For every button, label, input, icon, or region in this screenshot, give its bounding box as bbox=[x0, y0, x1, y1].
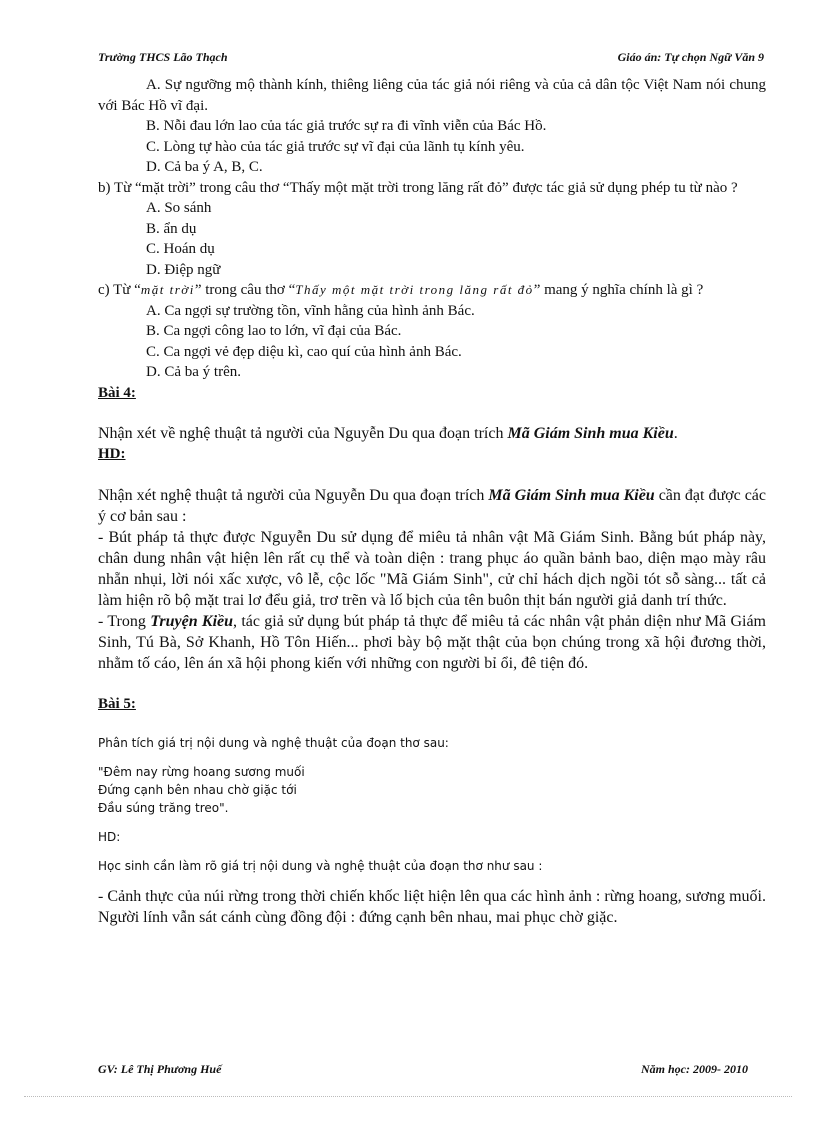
list-item: C. Hoán dụ bbox=[146, 241, 215, 257]
list-item: A. So sánh bbox=[146, 200, 212, 216]
poem-line: Đầu súng trăng treo". bbox=[98, 801, 229, 815]
list-item: B. Ca ngợi công lao to lớn, vĩ đại của Bác. bbox=[146, 323, 402, 339]
list-item: D. Điệp ngữ bbox=[146, 261, 221, 278]
spacer bbox=[98, 714, 766, 734]
bai4-point2-end: , tác giả sử dụng bút pháp tả thực để miêu tả các nhân vật phản diện như Mã Giám Sinh, Tú Bà, Sở Khanh, Hồ Tôn Hiến... phơi bày bộ mặt thật của bọn chúng trong xã hội đương thời, nhằm tố cáo, lên án xã hội phong kiến với những con người bỉ ổi, đê tiện đó. bbox=[98, 612, 766, 672]
bai4-prompt bbox=[98, 423, 766, 444]
list-item: C. Lòng tự hào của tác giả trước sự vĩ đại của lãnh tụ kính yêu. bbox=[146, 138, 525, 155]
header-subject: Giáo án: Tự chọn Ngữ Văn 9 bbox=[617, 50, 764, 64]
spacer bbox=[98, 674, 766, 694]
bai5-title: Bài 5: bbox=[98, 695, 136, 712]
question-c-stem bbox=[98, 280, 766, 301]
qc-line: Thấy một mặt trời trong lăng rất đỏ bbox=[295, 282, 534, 297]
bai4-point2 bbox=[98, 611, 766, 674]
footer-school-year: Năm học: 2009- 2010 bbox=[641, 1062, 748, 1076]
qc-stem-mid: ” trong câu thơ “ bbox=[194, 282, 296, 298]
list-item: B. ẩn dụ bbox=[146, 220, 197, 237]
bai5-point1: - Cảnh thực của núi rừng trong thời chiến khốc liệt hiện lên qua các hình ảnh : rừng hoang, sương muối. Người lính vẫn sát cánh cùng đồng đội : đứng cạnh bên nhau, mai phục chờ giặc. bbox=[98, 888, 766, 926]
page-bottom-divider bbox=[24, 1096, 792, 1097]
spacer bbox=[98, 846, 766, 857]
poem-line: Đứng cạnh bên nhau chờ giặc tới bbox=[98, 783, 297, 797]
list-item: A. Ca ngợi sự trường tồn, vĩnh hằng của hình ảnh Bác. bbox=[146, 302, 475, 319]
bai4-intro-end: cần đạt được các ý cơ bản sau : bbox=[98, 486, 767, 525]
bai4-point1: - Bút pháp tả thực được Nguyễn Du sử dụng để miêu tả nhân vật Mã Giám Sinh. Bằng bút pháp này, chân dung nhân vật hiện lên rất cụ thể và toàn diện : trang phục áo quần bảnh bao, diện mạo mày râu nhẵn nhụi, lời nói xấc xược, vô lễ, cộc lốc "Mã Giám Sinh", cử chỉ hách dịch ngồi tót sỗ sàng... tất cả làm hiện rõ bộ mặt trai lơ đểu giả, trơ trẽn và lố bịch của tên buôn thịt bán người giả danh trí thức. bbox=[98, 528, 766, 609]
list-item: B. Nỗi đau lớn lao của tác giả trước sự ra đi vĩnh viễn của Bác Hồ. bbox=[146, 118, 547, 134]
spacer bbox=[98, 465, 766, 485]
bai4-prompt-end: . bbox=[673, 425, 678, 442]
spacer bbox=[98, 875, 766, 886]
header-school: Trường THCS Lão Thạch bbox=[98, 50, 228, 64]
list-item: D. Cả ba ý trên. bbox=[146, 364, 241, 380]
bai5-prompt: Phân tích giá trị nội dung và nghệ thuật của đoạn thơ sau: bbox=[98, 736, 449, 750]
bai4-point2-start: - Trong bbox=[98, 612, 151, 630]
bai4-point2-work: Truyện Kiều bbox=[150, 612, 234, 630]
option-a-line1 bbox=[98, 75, 766, 116]
bai4-intro-start: Nhận xét nghệ thuật tả người của Nguyễn Du qua đoạn trích bbox=[98, 486, 489, 504]
spacer bbox=[98, 403, 766, 423]
bai4-intro-work: Mã Giám Sinh mua Kiều bbox=[488, 486, 655, 504]
spacer bbox=[98, 752, 766, 763]
list-item: D. Cả ba ý A, B, C. bbox=[146, 159, 263, 175]
bai4-intro bbox=[98, 485, 766, 527]
spacer bbox=[98, 817, 766, 828]
qc-stem-end: ” mang ý nghĩa chính là gì ? bbox=[533, 282, 704, 298]
list-item: C. Ca ngợi vẻ đẹp diệu kì, cao quí của hình ảnh Bác. bbox=[146, 343, 462, 360]
footer-teacher: GV: Lê Thị Phương Huế bbox=[98, 1062, 222, 1076]
document-body bbox=[98, 75, 766, 928]
bai4-hd-title: HD: bbox=[98, 446, 126, 462]
bai4-prompt-start: Nhận xét về nghệ thuật tả người của Nguyễn Du qua đoạn trích bbox=[98, 425, 508, 442]
bai5-instruction: Học sinh cần làm rõ giá trị nội dung và nghệ thuật của đoạn thơ như sau : bbox=[98, 859, 543, 873]
question-b-stem: b) Từ “mặt trời” trong câu thơ “Thấy một mặt trời trong lăng rất đỏ” được tác giả sử dụng phép tu từ nào ? bbox=[98, 179, 738, 196]
qc-word: mặt trời bbox=[140, 282, 195, 297]
poem-line: "Đêm nay rừng hoang sương muối bbox=[98, 765, 305, 779]
bai4-work: Mã Giám Sinh mua Kiều bbox=[507, 425, 674, 442]
qa-option-a: A. Sự ngưỡng mộ thành kính, thiêng liêng của tác giả nói riêng và của cả dân tộc Việt Nam nói chung với Bác Hồ vĩ đại. bbox=[98, 77, 766, 114]
bai4-title: Bài 4: bbox=[98, 384, 136, 401]
qc-stem-start: c) Từ “ bbox=[98, 282, 141, 298]
bai5-hd: HD: bbox=[98, 830, 121, 844]
